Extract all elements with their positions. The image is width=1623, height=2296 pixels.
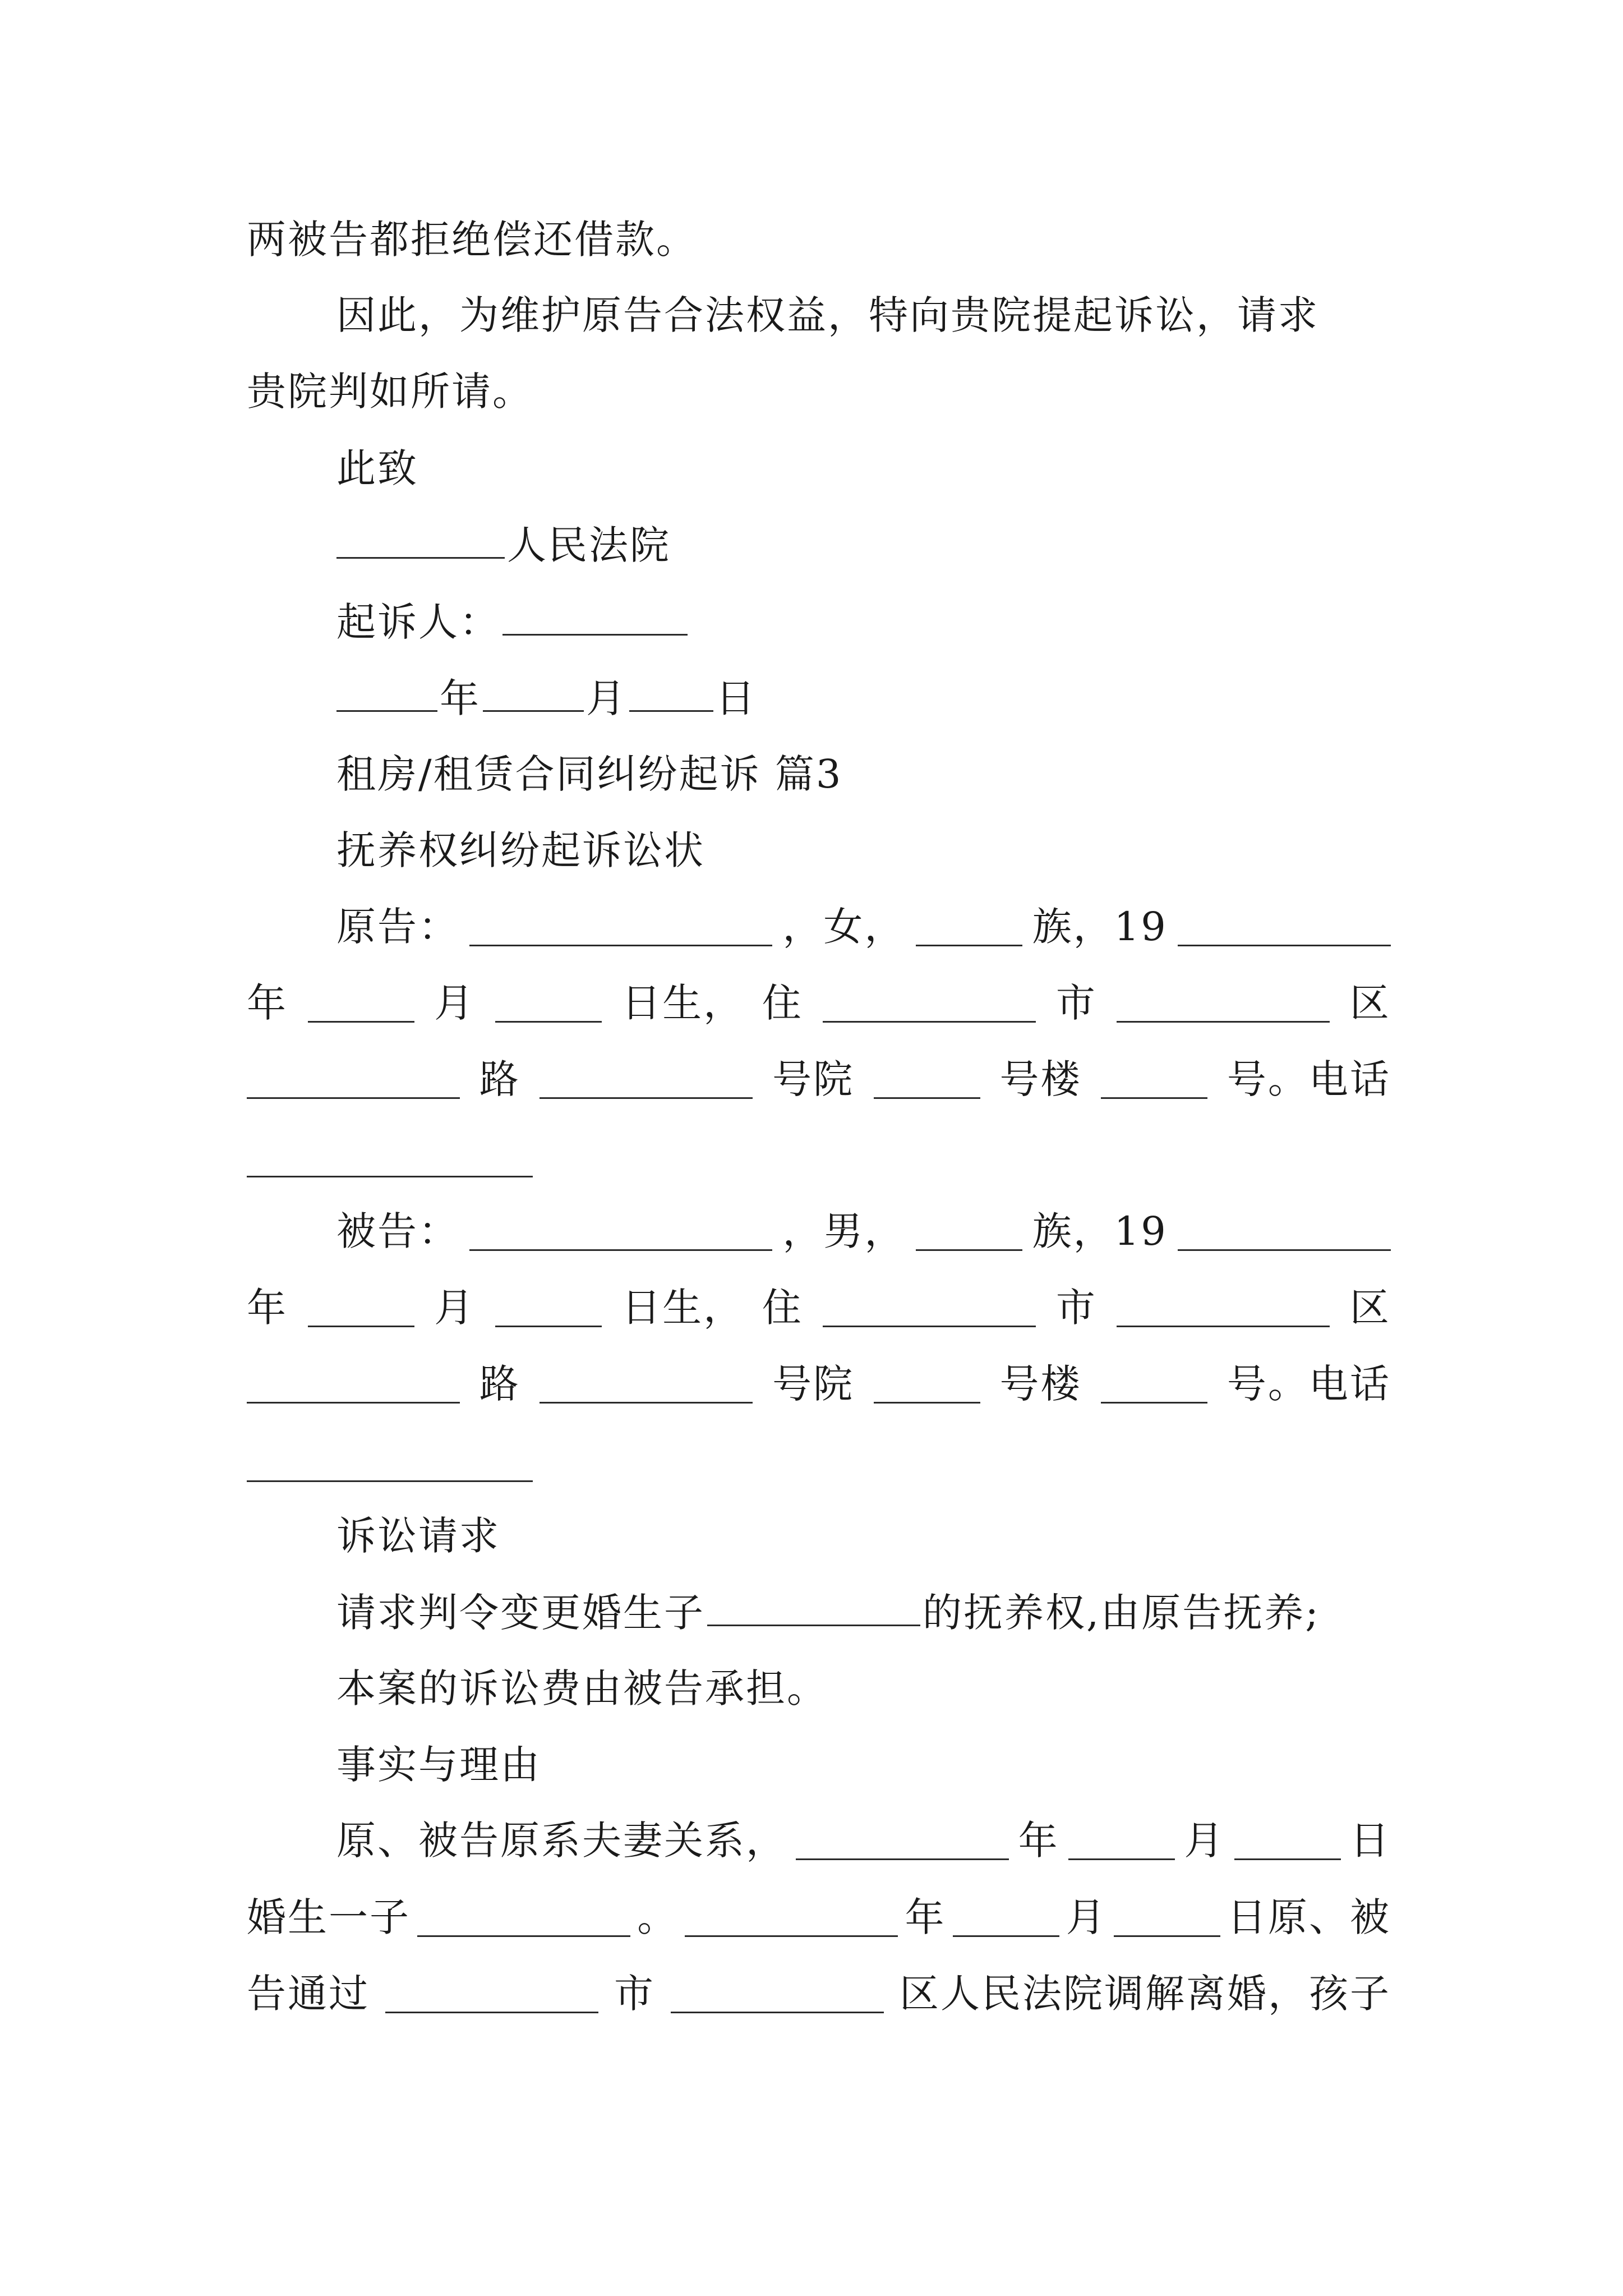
defendant-day-blank[interactable] xyxy=(495,1293,602,1327)
plaintiff-signature-line xyxy=(336,599,1391,645)
marriage-year-blank[interactable] xyxy=(796,1826,1009,1860)
defendant-district-label: 区 xyxy=(1349,1285,1391,1331)
claim-item xyxy=(336,1590,1391,1636)
signature-blank[interactable] xyxy=(502,601,688,636)
day-label: 日 xyxy=(716,675,757,721)
date-line xyxy=(336,675,1391,721)
day-blank[interactable] xyxy=(629,678,713,712)
defendant-ethnic-label: 族，19 xyxy=(1032,1208,1168,1254)
paragraph-text: 两被告都拒绝偿还借款。 xyxy=(247,217,697,263)
divorce-month-blank[interactable] xyxy=(953,1903,1059,1937)
child-name-blank[interactable] xyxy=(417,1903,630,1937)
plaintiff-phone-blank[interactable] xyxy=(247,1176,533,1177)
facts-text: 婚生一子 xyxy=(247,1894,411,1940)
court-name-blank[interactable] xyxy=(336,524,505,559)
defendant-sex: ，男， xyxy=(782,1208,906,1254)
defendant-building-blank[interactable] xyxy=(874,1369,980,1404)
plaintiff-road-label: 路 xyxy=(479,1056,520,1102)
child-name-blank[interactable] xyxy=(707,1592,920,1626)
month-label: 月 xyxy=(586,675,627,721)
plaintiff-sex: ，女， xyxy=(782,904,906,950)
plaintiff-building-blank[interactable] xyxy=(874,1065,980,1099)
text-line xyxy=(247,369,1391,415)
plaintiff-address-label: 住 xyxy=(762,980,803,1026)
defendant-compound-blank[interactable] xyxy=(540,1369,753,1404)
facts-text: 告通过 xyxy=(247,1971,370,2017)
defendant-year-label: 年 xyxy=(247,1285,288,1331)
plaintiff-birth-year-blank[interactable] xyxy=(1178,912,1391,946)
defendant-birth-year-blank[interactable] xyxy=(1178,1217,1391,1251)
year-label: 年 xyxy=(440,675,481,721)
month-label: 月 xyxy=(1066,1894,1107,1940)
defendant-road-blank[interactable] xyxy=(247,1369,460,1404)
facts-text: 市 xyxy=(614,1971,655,2017)
defendant-phone-blank[interactable] xyxy=(247,1480,533,1482)
divorce-district-blank[interactable] xyxy=(671,1979,884,2013)
facts-line xyxy=(247,1971,1391,2017)
plaintiff-month-label: 月 xyxy=(434,980,476,1026)
plaintiff-ethnic-label: 族，19 xyxy=(1032,904,1168,950)
defendant-label: 被告： xyxy=(336,1208,459,1254)
plaintiff-district-blank[interactable] xyxy=(1117,988,1330,1023)
plaintiff-label: 原告： xyxy=(336,904,459,950)
facts-text: 原、被告原系夫妻关系， xyxy=(336,1818,787,1864)
section-heading-text: 租房/租赁合同纠纷起诉 篇3 xyxy=(336,751,843,797)
defendant-ethnic-blank[interactable] xyxy=(916,1217,1022,1251)
plaintiff-city-label: 市 xyxy=(1055,980,1097,1026)
plaintiff-compound-label: 号院 xyxy=(772,1056,855,1102)
day-label: 日 xyxy=(1349,1818,1391,1864)
plaintiff-compound-blank[interactable] xyxy=(540,1065,753,1099)
defendant-phone-label: 号。电话 xyxy=(1227,1361,1391,1407)
section-heading xyxy=(336,751,1391,797)
plaintiff-building-label: 号楼 xyxy=(999,1056,1082,1102)
marriage-month-blank[interactable] xyxy=(1068,1826,1175,1860)
salutation xyxy=(336,445,1391,491)
plaintiff-year-label: 年 xyxy=(247,980,288,1026)
claim-text: 请求判令变更婚生子 xyxy=(336,1590,705,1636)
facts-line xyxy=(336,1818,1391,1864)
claim-text: 本案的诉讼费由被告承担。 xyxy=(336,1665,828,1711)
divorce-day-blank[interactable] xyxy=(1114,1903,1220,1937)
plaintiff-line xyxy=(336,904,1391,950)
month-label: 月 xyxy=(1184,1818,1225,1864)
claim-item xyxy=(336,1665,1391,1711)
text-line xyxy=(336,292,1391,338)
divorce-city-blank[interactable] xyxy=(385,1979,598,2013)
defendant-address-label: 住 xyxy=(762,1285,803,1331)
defendant-month-label: 月 xyxy=(434,1285,476,1331)
defendant-district-blank[interactable] xyxy=(1117,1293,1330,1327)
defendant-building-label: 号楼 xyxy=(999,1361,1082,1407)
plaintiff-name-blank[interactable] xyxy=(469,912,772,946)
claim-text: 的抚养权,由原告抚养; xyxy=(923,1590,1320,1636)
text-line xyxy=(247,217,1391,263)
year-label: 年 xyxy=(905,1894,946,1940)
plaintiff-line xyxy=(247,980,1391,1026)
plaintiff-road-blank[interactable] xyxy=(247,1065,460,1099)
court-line xyxy=(336,522,1391,568)
plaintiff-district-label: 区 xyxy=(1349,980,1391,1026)
claims-heading-text: 诉讼请求 xyxy=(336,1513,500,1559)
facts-text: 。 xyxy=(637,1894,679,1940)
defendant-unit-blank[interactable] xyxy=(1101,1369,1207,1404)
plaintiff-unit-blank[interactable] xyxy=(1101,1065,1207,1099)
divorce-year-blank[interactable] xyxy=(685,1903,898,1937)
plaintiff-signature-label: 起诉人： xyxy=(336,599,500,645)
year-label: 年 xyxy=(1018,1818,1059,1864)
court-label: 人民法院 xyxy=(507,522,671,568)
salutation-text: 此致 xyxy=(336,445,418,491)
document-title-text: 抚养权纠纷起诉讼状 xyxy=(336,827,705,873)
plaintiff-born-label: 日生， xyxy=(621,980,745,1026)
paragraph-text: 因此，为维护原告合法权益，特向贵院提起诉讼，请求 xyxy=(336,292,1319,338)
facts-heading-text: 事实与理由 xyxy=(336,1742,541,1788)
marriage-day-blank[interactable] xyxy=(1234,1826,1341,1860)
plaintiff-month-blank[interactable] xyxy=(308,988,414,1023)
defendant-name-blank[interactable] xyxy=(469,1217,772,1251)
defendant-month-blank[interactable] xyxy=(308,1293,414,1327)
year-blank[interactable] xyxy=(336,678,437,712)
facts-heading xyxy=(336,1742,1391,1788)
defendant-line xyxy=(247,1361,1391,1407)
facts-line xyxy=(247,1894,1391,1940)
defendant-city-blank[interactable] xyxy=(823,1293,1036,1327)
plaintiff-phone-label: 号。电话 xyxy=(1227,1056,1391,1102)
facts-text: 日原、被 xyxy=(1227,1894,1391,1940)
defendant-line xyxy=(336,1208,1391,1254)
claims-heading xyxy=(336,1513,1391,1559)
plaintiff-ethnic-blank[interactable] xyxy=(916,912,1022,946)
defendant-compound-label: 号院 xyxy=(772,1361,855,1407)
defendant-line xyxy=(247,1285,1391,1331)
plaintiff-city-blank[interactable] xyxy=(823,988,1036,1023)
paragraph-text: 贵院判如所请。 xyxy=(247,369,533,415)
defendant-born-label: 日生， xyxy=(621,1285,745,1331)
defendant-road-label: 路 xyxy=(479,1361,520,1407)
plaintiff-line xyxy=(247,1056,1391,1102)
document-title xyxy=(336,827,1391,873)
month-blank[interactable] xyxy=(483,678,584,712)
facts-text: 区人民法院调解离婚，孩子 xyxy=(900,1971,1391,2017)
plaintiff-day-blank[interactable] xyxy=(495,988,602,1023)
defendant-city-label: 市 xyxy=(1055,1285,1097,1331)
